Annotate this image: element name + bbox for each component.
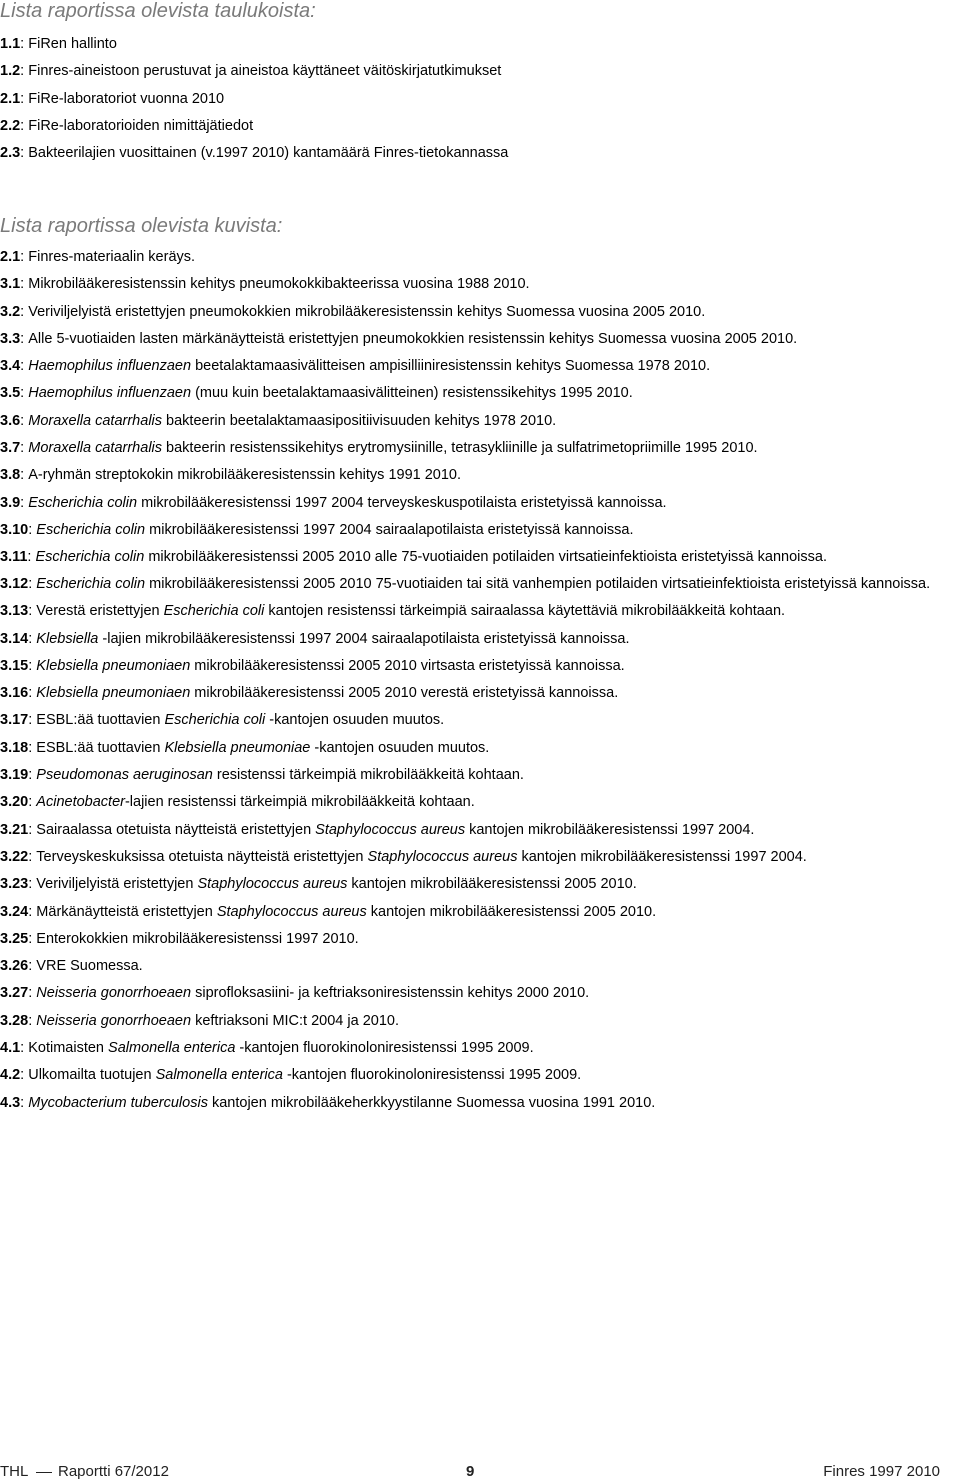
figure-list-item [0, 871, 960, 898]
footer-report: Raportti 67/2012 [58, 1463, 169, 1480]
item-title-text: -kantojen osuuden muutos. [310, 739, 490, 756]
item-separator: : [20, 303, 29, 320]
item-title-prefix: Terveyskeskuksissa otetuista näytteistä eristettyjen [36, 848, 368, 865]
figure-list-item [0, 435, 960, 462]
item-separator: : [28, 630, 37, 647]
item-title-prefix: ESBL:ää tuottavien [36, 712, 165, 729]
species-name: Staphylococcus aureus [315, 821, 466, 838]
item-title [28, 299, 705, 326]
figures-list [0, 244, 960, 1117]
item-title-text: Veriviljelyistä eristettyjen pneumokokkien mikrobilääkeresistenssin kehitys Suomessa vuosina 2005 2010. [28, 303, 706, 320]
figure-list-item [0, 707, 960, 734]
item-title [28, 58, 501, 85]
species-name: Escherichia colin [28, 494, 138, 511]
item-separator: : [28, 876, 37, 893]
item-separator: : [28, 603, 37, 620]
item-number: 3.15 [0, 657, 29, 674]
item-number: 3.22 [0, 848, 29, 865]
item-title-text: -kantojen fluorokinoloniresistenssi 1995 2009. [235, 1040, 534, 1057]
item-title-text: kantojen resistenssi tärkeimpiä sairaalassa käytettäviä mikrobilääkkeitä kohtaan. [264, 603, 786, 620]
species-name: Mycobacterium tuberculosis [28, 1094, 208, 1111]
item-separator: : [28, 794, 37, 811]
item-title-text: Bakteerilajien vuosittainen (v.1997 2010) kantamäärä Finres-tietokannassa [28, 145, 509, 162]
item-number: 1.2 [0, 63, 21, 80]
item-separator: : [20, 145, 29, 162]
item-title-prefix: Märkänäytteistä eristettyjen [36, 903, 217, 920]
item-number: 3.1 [0, 276, 21, 293]
item-title-prefix: Ulkomailta tuotujen [28, 1067, 156, 1084]
item-number: 3.24 [0, 903, 29, 920]
item-title [28, 271, 529, 298]
item-number: 4.1 [0, 1040, 21, 1057]
item-title [36, 707, 444, 734]
item-title [28, 140, 508, 167]
item-title-text: -kantojen osuuden muutos. [265, 712, 445, 729]
item-title-text: bakteerin beetalaktamaasipositiivisuuden kehitys 1978 2010. [162, 412, 557, 429]
species-name: Haemophilus influenzaen [28, 385, 192, 402]
page-number: 9 [466, 1463, 475, 1480]
item-separator: : [20, 117, 29, 134]
figure-list-item [0, 544, 960, 571]
item-title [28, 490, 666, 517]
item-title-prefix: Sairaalassa otetuista näytteistä eristettyjen [36, 821, 316, 838]
item-separator: : [28, 657, 37, 674]
figure-list-item [0, 680, 960, 707]
item-title-text: A-ryhmän streptokokin mikrobilääkeresistenssin kehitys 1991 2010. [28, 467, 462, 484]
item-title-prefix: Kotimaisten [28, 1040, 109, 1057]
item-number: 3.17 [0, 712, 29, 729]
species-name: Moraxella catarrhalis [28, 440, 163, 457]
item-separator: : [20, 63, 29, 80]
item-title-text: FiRen hallinto [28, 36, 117, 52]
item-title-text: kantojen mikrobilääkeresistenssi 1997 2004. [517, 848, 807, 865]
item-separator: : [28, 685, 37, 702]
item-number: 3.7 [0, 440, 21, 457]
figure-list-item [0, 462, 960, 489]
item-title [28, 380, 633, 407]
item-title-text: resistenssi tärkeimpiä mikrobilääkkeitä kohtaan. [212, 767, 524, 784]
item-title-text: kantojen mikrobilääkeresistenssi 2005 2010. [347, 876, 637, 893]
item-title [36, 980, 589, 1007]
item-title [36, 598, 785, 625]
species-name: Acinetobacter [36, 794, 125, 811]
item-number: 2.2 [0, 117, 21, 134]
species-name: Klebsiella [36, 630, 99, 647]
item-number: 3.28 [0, 1012, 29, 1029]
item-title-text: mikrobilääkeresistenssi 2005 2010 virtsasta eristetyissä kannoissa. [190, 657, 625, 674]
species-name: Staphylococcus aureus [216, 903, 367, 920]
figures-list-heading: Lista raportissa olevista kuvista: [0, 215, 283, 237]
item-title [36, 680, 618, 707]
item-title-text: kantojen mikrobilääkeresistenssi 1997 2004. [465, 821, 755, 838]
item-title [36, 653, 624, 680]
species-name: Escherichia coli [163, 603, 265, 620]
table-list-item [0, 86, 960, 113]
item-number: 3.11 [0, 549, 28, 566]
species-name: Klebsiella pneumoniaen [36, 657, 191, 674]
item-title [36, 789, 474, 816]
item-title-text: VRE Suomessa. [36, 958, 143, 975]
item-number: 2.3 [0, 145, 21, 162]
item-title [28, 86, 224, 113]
figure-list-item [0, 626, 960, 653]
item-title [28, 1035, 533, 1062]
item-number: 3.23 [0, 876, 29, 893]
item-number: 3.14 [0, 630, 29, 647]
item-number: 3.3 [0, 330, 21, 347]
species-name: Neisseria gonorrhoeaen [36, 985, 192, 1002]
item-separator: : [28, 848, 37, 865]
item-number: 3.2 [0, 303, 21, 320]
item-title-text: mikrobilääkeresistenssi 1997 2004 sairaalapotilaista eristetyissä kannoissa. [145, 521, 634, 538]
item-title-text: -kantojen fluorokinoloniresistenssi 1995 2009. [282, 1067, 582, 1084]
item-title [28, 113, 253, 140]
figure-list-item [0, 380, 960, 407]
figure-list-item [0, 1090, 960, 1117]
item-title [35, 544, 955, 571]
item-number: 3.9 [0, 494, 21, 511]
figure-list-item [0, 517, 960, 544]
species-name: Klebsiella pneumoniae [164, 739, 311, 756]
species-name: Haemophilus influenzaen [28, 358, 192, 375]
item-title-text: Finres-aineistoon perustuvat ja aineistoa käyttäneet väitöskirjatutkimukset [28, 63, 502, 80]
item-title-text: Finres-materiaalin keräys. [28, 249, 196, 265]
figure-list-item [0, 1062, 960, 1089]
item-title [36, 871, 636, 898]
species-name: Escherichia colin [36, 576, 146, 593]
item-separator: : [28, 767, 37, 784]
item-separator: : [28, 903, 37, 920]
item-number: 3.4 [0, 358, 21, 375]
item-title [36, 817, 754, 844]
figure-list-item [0, 326, 960, 353]
item-number: 3.19 [0, 767, 29, 784]
table-list-item [0, 140, 960, 167]
item-separator: : [20, 358, 29, 375]
item-number: 3.18 [0, 739, 29, 756]
species-name: Neisseria gonorrhoeaen [36, 1012, 192, 1029]
tables-list-heading: Lista raportissa olevista taulukoista: [0, 0, 316, 22]
item-number: 4.3 [0, 1094, 21, 1111]
tables-list [0, 31, 960, 167]
species-name: Escherichia colin [35, 549, 145, 566]
figure-list-item [0, 899, 960, 926]
item-title [28, 326, 797, 353]
figure-list-item [0, 490, 960, 517]
item-title [28, 435, 757, 462]
item-separator: : [20, 412, 29, 429]
figure-list-item [0, 408, 960, 435]
item-title [36, 1008, 399, 1035]
item-separator: : [20, 249, 29, 265]
item-number: 3.8 [0, 467, 21, 484]
species-name: Escherichia colin [36, 521, 146, 538]
item-title-prefix: Veriviljelyistä eristettyjen [36, 876, 198, 893]
figure-list-item [0, 271, 960, 298]
species-name: Pseudomonas aeruginosan [36, 767, 213, 784]
item-separator: : [20, 494, 29, 511]
figure-list-item [0, 653, 960, 680]
item-number: 3.20 [0, 794, 29, 811]
item-title-text: Mikrobilääkeresistenssin kehitys pneumokokkibakteerissa vuosina 1988 2010. [28, 276, 530, 293]
item-title [36, 953, 142, 980]
item-title [36, 926, 358, 953]
item-title [36, 762, 524, 789]
figure-list-item [0, 844, 960, 871]
item-title-text: siprofloksasiini- ja keftriaksoniresistenssin kehitys 2000 2010. [191, 985, 590, 1002]
figure-list-item [0, 817, 960, 844]
species-name: Salmonella enterica [155, 1067, 283, 1084]
item-separator: : [20, 330, 29, 347]
item-title-text: mikrobilääkeresistenssi 2005 2010 alle 75-vuotiaiden potilaiden virtsatieinfektioista eristetyissä kannoissa. [144, 549, 827, 566]
item-separator: : [20, 36, 29, 52]
table-list-item [0, 58, 960, 85]
item-title-text: -lajien mikrobilääkeresistenssi 1997 2004 sairaalapotilaista eristetyissä kannoissa. [98, 630, 630, 647]
item-number: 3.12 [0, 576, 29, 593]
species-name: Staphylococcus aureus [367, 848, 518, 865]
item-separator: : [20, 440, 29, 457]
item-number: 3.6 [0, 412, 21, 429]
figure-list-item [0, 789, 960, 816]
item-separator: : [28, 930, 37, 947]
figure-list-item [0, 1035, 960, 1062]
item-title-text: kantojen mikrobilääkeherkkyystilanne Suomessa vuosina 1991 2010. [207, 1094, 656, 1111]
item-title-text: beetalaktamaasivälitteisen ampisilliiniresistenssin kehitys Suomessa 1978 2010. [191, 358, 711, 375]
item-title [28, 353, 710, 380]
figure-list-item [0, 953, 960, 980]
page-footer [0, 1460, 960, 1482]
species-name: Salmonella enterica [108, 1040, 236, 1057]
item-separator: : [28, 958, 37, 975]
species-name: Moraxella catarrhalis [28, 412, 163, 429]
footer-org: THL [0, 1463, 29, 1480]
item-number: 1.1 [0, 36, 21, 52]
item-number: 3.13 [0, 603, 29, 620]
item-title-text: FiRe-laboratorioiden nimittäjätiedot [28, 117, 254, 134]
species-name: Staphylococcus aureus [197, 876, 348, 893]
item-title-text: (muu kuin beetalaktamaasivälitteinen) resistenssikehitys 1995 2010. [191, 385, 633, 402]
item-separator: : [28, 712, 37, 729]
item-title-text: FiRe-laboratoriot vuonna 2010 [28, 90, 225, 107]
item-separator: : [20, 90, 29, 107]
species-name: Escherichia coli [164, 712, 266, 729]
figure-list-item [0, 571, 960, 598]
item-number: 3.27 [0, 985, 29, 1002]
item-separator: : [28, 576, 37, 593]
item-title-text: Enterokokkien mikrobilääkeresistenssi 1997 2010. [36, 930, 359, 947]
item-title [36, 517, 633, 544]
item-separator: : [28, 821, 37, 838]
item-title-text: kantojen mikrobilääkeresistenssi 2005 2010. [366, 903, 657, 920]
item-separator: : [20, 1094, 29, 1111]
item-title-text: mikrobilääkeresistenssi 2005 2010 verestä eristetyissä kannoissa. [190, 685, 619, 702]
footer-dash [36, 1472, 52, 1473]
item-separator: : [20, 467, 29, 484]
item-number: 3.10 [0, 521, 29, 538]
item-title-text: bakteerin resistenssikehitys erytromysiinille, tetrasykliinille ja sulfatrimetopriimille 1995 2010. [162, 440, 758, 457]
item-title [28, 462, 461, 489]
item-number: 3.26 [0, 958, 29, 975]
item-title [36, 571, 956, 598]
item-number: 4.2 [0, 1067, 21, 1084]
item-title [36, 844, 807, 871]
item-title [28, 31, 117, 58]
item-separator: : [27, 549, 36, 566]
figure-list-item [0, 598, 960, 625]
item-title-text: mikrobilääkeresistenssi 2005 2010 75-vuotiaiden tai sitä vanhempien potilaiden virtsatieinfektioista eristetyissä kannoissa. [145, 576, 931, 593]
item-title-text: mikrobilääkeresistenssi 1997 2004 terveyskeskuspotilaista eristetyissä kannoissa. [137, 494, 667, 511]
figure-list-item [0, 299, 960, 326]
item-number: 2.1 [0, 249, 21, 265]
table-list-item [0, 31, 960, 58]
item-title-text: -lajien resistenssi tärkeimpiä mikrobilääkkeitä kohtaan. [124, 794, 475, 811]
figure-list-item [0, 980, 960, 1007]
item-title-prefix: ESBL:ää tuottavien [36, 739, 165, 756]
item-title [28, 1090, 655, 1117]
figure-list-item [0, 353, 960, 380]
item-title [28, 244, 195, 271]
item-separator: : [28, 739, 37, 756]
item-separator: : [20, 276, 29, 293]
item-title [36, 735, 489, 762]
item-title [36, 626, 629, 653]
item-number: 3.5 [0, 385, 21, 402]
item-title [28, 408, 556, 435]
item-separator: : [20, 1040, 29, 1057]
figure-list-item [0, 735, 960, 762]
item-title [28, 1062, 581, 1089]
item-number: 2.1 [0, 90, 21, 107]
figure-list-item [0, 926, 960, 953]
footer-title: Finres 1997 2010 [823, 1463, 940, 1480]
item-number: 3.21 [0, 821, 29, 838]
item-title-prefix: Verestä eristettyjen [36, 603, 164, 620]
figure-list-item [0, 762, 960, 789]
figure-list-item [0, 1008, 960, 1035]
item-separator: : [20, 385, 29, 402]
item-number: 3.25 [0, 930, 29, 947]
item-separator: : [28, 521, 37, 538]
item-separator: : [20, 1067, 29, 1084]
item-separator: : [28, 1012, 37, 1029]
item-number: 3.16 [0, 685, 29, 702]
figure-list-item [0, 244, 960, 271]
item-separator: : [28, 985, 37, 1002]
item-title-text: Alle 5-vuotiaiden lasten märkänäytteistä eristettyjen pneumokokkien resistenssin kehitys Suomessa vuosina 2005 2010. [28, 330, 798, 347]
table-list-item [0, 113, 960, 140]
species-name: Klebsiella pneumoniaen [36, 685, 191, 702]
item-title [36, 899, 656, 926]
item-title-text: keftriaksoni MIC:t 2004 ja 2010. [191, 1012, 400, 1029]
